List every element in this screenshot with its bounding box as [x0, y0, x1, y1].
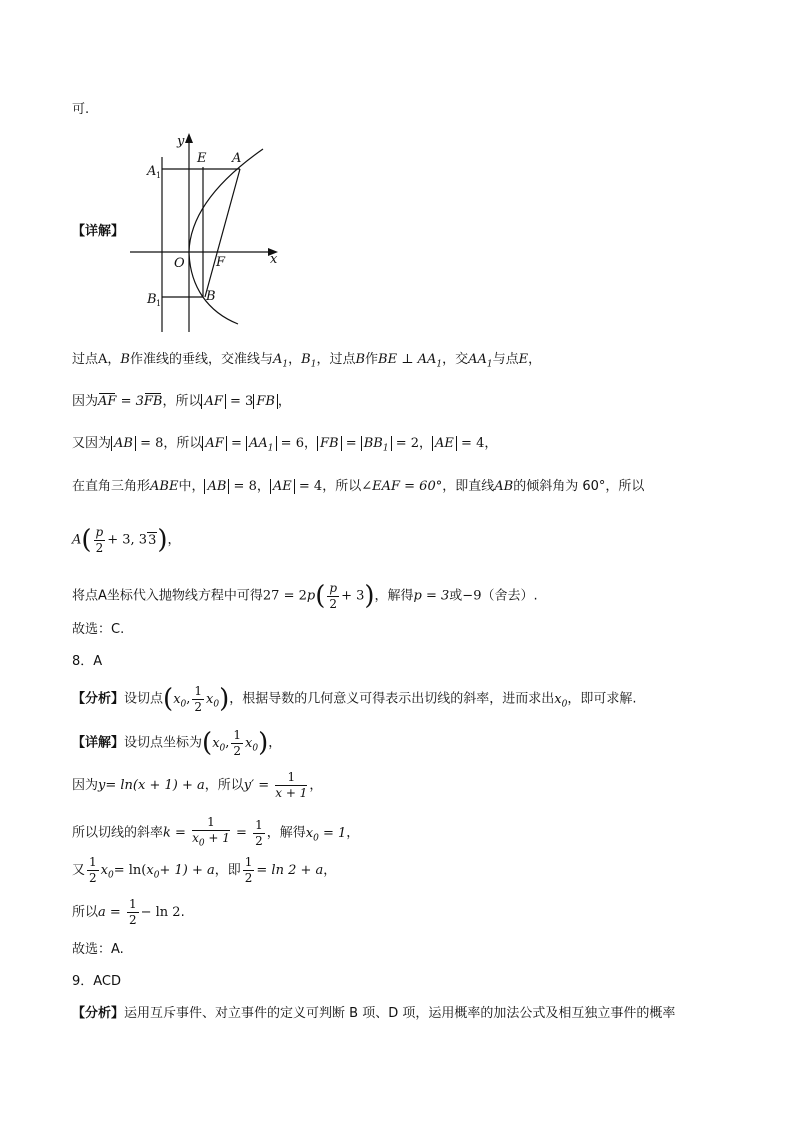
- label-A: A: [232, 151, 242, 166]
- label-F: F: [216, 255, 226, 270]
- parabola-curve: [189, 149, 263, 324]
- continuation-text: 可.: [72, 102, 90, 117]
- label-O: O: [174, 256, 185, 271]
- solution-line-6: 将点A坐标代入抛物线方程中可得27 = 2p( $\frac{p}{2}$ + 3)，解得p = 3或−9（舍去）.: [72, 580, 538, 611]
- derivative-line: 因为y= ln(x + 1) + a，所以y′ = $\frac{1}{x + 1}$ ，: [72, 770, 323, 800]
- solution-line-2: 因为AF = 3FB，所以 AF = 3 FB ，: [72, 392, 291, 412]
- chord-AB: [205, 169, 240, 297]
- label-E: E: [197, 151, 207, 166]
- answer-7: 故选：C.: [72, 622, 125, 637]
- label-x: x: [270, 252, 278, 267]
- analysis-9: 【分析】运用互斥事件、对立事件的定义可判断 B 项、D 项，运用概率的加法公式及相互独立事件的概率: [72, 1006, 676, 1021]
- solution-line-1: 过点A，B作准线的垂线，交准线与$A_1$，$B_1$，过点B作BE ⊥ $AA_1$，交$AA_1$与点E，: [72, 352, 542, 370]
- answer-8: 故选：A.: [72, 942, 124, 957]
- label-B: B: [206, 289, 216, 304]
- slope-line: 所以切线的斜率k = $\frac{1}{x_0 + 1}$ = $\frac{1}{2}$ ，解得$x_0 = 1$，: [72, 815, 360, 849]
- solution-line-3: 又因为 AB = 8，所以 AF = $AA_1 = 6$， FB = $BB_1 = 2$， AE = 4，: [72, 436, 498, 454]
- point-A-coordinates: A( $\frac{p}{2}$ + 3, 33)，: [72, 524, 181, 555]
- result-line: 所以a = $\frac{1}{2}$ − ln 2.: [72, 897, 185, 927]
- question-9-answer: 9．ACD: [72, 974, 122, 989]
- solution-line-4: 在直角三角形ABE中， AB = 8， AE = 4，所以∠EAF = 60°，即直线AB的倾斜角为 60°，所以: [72, 479, 645, 494]
- label-A1: A: [147, 164, 157, 179]
- analysis-8: 【分析】设切点($x_0$, $\frac{1}{2}$ $x_0$)，根据导数的几何意义可得表示出切线的斜率，进而求出$x_0$，即可求解.: [72, 683, 637, 714]
- label-B1: B: [147, 292, 157, 307]
- label-A1-sub: 1: [156, 171, 162, 180]
- detail-8: 【详解】设切点坐标为($x_0$, $\frac{1}{2}$ $x_0$)，: [72, 727, 282, 758]
- parabola-figure: [128, 127, 288, 337]
- y-axis-arrow: [185, 133, 193, 143]
- label-B1-sub: 1: [156, 299, 162, 308]
- question-8-answer: 8．A: [72, 654, 103, 669]
- substitution-line: 又 $\frac{1}{2}$ $x_0= \ln(x_0+ 1) + a$，即 $\frac{1}{2}$ = ln 2 + a，: [72, 855, 337, 885]
- detail-tag: 【详解】: [72, 224, 125, 239]
- label-y: y: [177, 134, 185, 149]
